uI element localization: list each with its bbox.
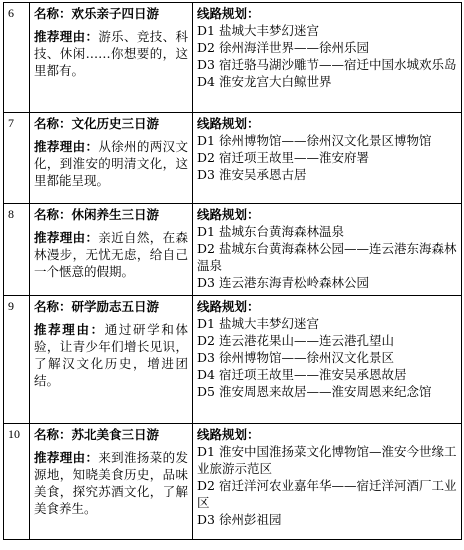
reason-label: 推荐理由：: [34, 230, 99, 245]
tour-name: [34, 206, 188, 223]
reason-label: 推荐理由：: [34, 139, 99, 154]
route-item: D5 淮安周恩来故居——淮安周恩来纪念馆: [197, 384, 432, 399]
reason-value: 亲近自然，在森林漫步，无忧无虑，给自己一个惬意的假期。: [34, 230, 188, 279]
route-plan-cell: [193, 296, 462, 424]
route-item: D1 盐城大丰梦幻迷宫: [197, 23, 319, 38]
table-row: [4, 424, 462, 540]
tour-info-cell: [30, 113, 193, 204]
tour-name: [34, 426, 188, 443]
route-item: D1 盐城东台黄海森林温泉: [197, 224, 344, 239]
route-item: D3 宿迁骆马湖沙雕节——宿迁中国水城欢乐岛: [197, 57, 457, 72]
route-item: D2 徐州海洋世界——徐州乐园: [197, 40, 369, 55]
route-plan-cell: [193, 3, 462, 113]
route-plan-cell: [193, 424, 462, 540]
table-row: [4, 113, 462, 204]
route-item: D4 淮安龙宫大白鲸世界: [197, 74, 332, 89]
reason-label: 推荐理由：: [34, 322, 105, 337]
plan-label: 线路规划：: [197, 299, 260, 314]
row-number: 8: [4, 204, 30, 296]
tour-reason: [34, 449, 188, 517]
name-label: 名称：: [34, 299, 72, 314]
name-value: 苏北美食三日游: [71, 427, 160, 442]
name-label: 名称：: [34, 6, 72, 21]
route-plan-cell: [193, 204, 462, 296]
plan-label: 线路规划：: [197, 116, 260, 131]
name-value: 休闲养生三日游: [71, 207, 160, 222]
route-item: D1 徐州博物馆——徐州汉文化景区博物馆: [197, 133, 432, 148]
tour-info-cell: [30, 424, 193, 540]
route-item: D3 徐州彭祖园: [197, 512, 282, 527]
name-label: 名称：: [34, 207, 72, 222]
tour-info-cell: [30, 3, 193, 113]
route-item: D2 盐城东台黄海森林公园——连云港东海森林温泉: [197, 241, 457, 273]
tour-name: [34, 115, 188, 132]
route-item: D3 淮安吴承恩古居: [197, 167, 307, 182]
route-item: D4 宿迁项王故里——淮安吴承恩故居: [197, 367, 407, 382]
row-number: 10: [4, 424, 30, 540]
row-number: 6: [4, 3, 30, 113]
name-label: 名称：: [34, 116, 72, 131]
route-plan-cell: [193, 113, 462, 204]
route-item: D1 盐城大丰梦幻迷宫: [197, 316, 319, 331]
itinerary-table: [3, 2, 462, 540]
tour-name: [34, 5, 188, 22]
reason-label: 推荐理由：: [34, 29, 99, 44]
route-item: D3 连云港东海青松岭森林公园: [197, 275, 369, 290]
table-row: [4, 204, 462, 296]
table-row: [4, 3, 462, 113]
route-item: D1 淮安中国淮扬菜文化博物馆—淮安今世缘工业旅游示范区: [197, 444, 457, 476]
reason-value: 通过研学和体验，让青少年们增长见识，了解汉文化历史，增进团结。: [34, 322, 188, 388]
reason-value: 游乐、竞技、科技、休闲……你想要的，这里都有。: [34, 29, 188, 78]
table-row: [4, 296, 462, 424]
tour-info-cell: [30, 296, 193, 424]
row-number: 7: [4, 113, 30, 204]
plan-label: 线路规划：: [197, 6, 260, 21]
plan-label: 线路规划：: [197, 207, 260, 222]
route-item: D2 宿迁项王故里——淮安府署: [197, 150, 369, 165]
row-number: 9: [4, 296, 30, 424]
tour-reason: [34, 229, 188, 280]
name-value: 文化历史三日游: [71, 116, 160, 131]
reason-label: 推荐理由：: [34, 450, 99, 465]
name-value: 研学励志五日游: [71, 299, 160, 314]
reason-value: 从徐州的两汉文化，到淮安的明清文化，这里都能呈现。: [34, 139, 188, 188]
tour-reason: [34, 321, 188, 389]
name-value: 欢乐亲子四日游: [71, 6, 160, 21]
plan-label: 线路规划：: [197, 427, 260, 442]
route-item: D3 徐州博物馆——徐州汉文化景区: [197, 350, 394, 365]
route-item: D2 连云港花果山——连云港孔望山: [197, 333, 394, 348]
tour-info-cell: [30, 204, 193, 296]
name-label: 名称：: [34, 427, 72, 442]
tour-reason: [34, 28, 188, 79]
tour-reason: [34, 138, 188, 189]
route-item: D2 宿迁洋河农业嘉年华——宿迁洋河酒厂工业区: [197, 478, 457, 510]
reason-value: 来到淮扬菜的发源地，知晓美食历史，品味美食，探究苏酒文化，了解美食养生。: [34, 450, 188, 516]
tour-name: [34, 298, 188, 315]
